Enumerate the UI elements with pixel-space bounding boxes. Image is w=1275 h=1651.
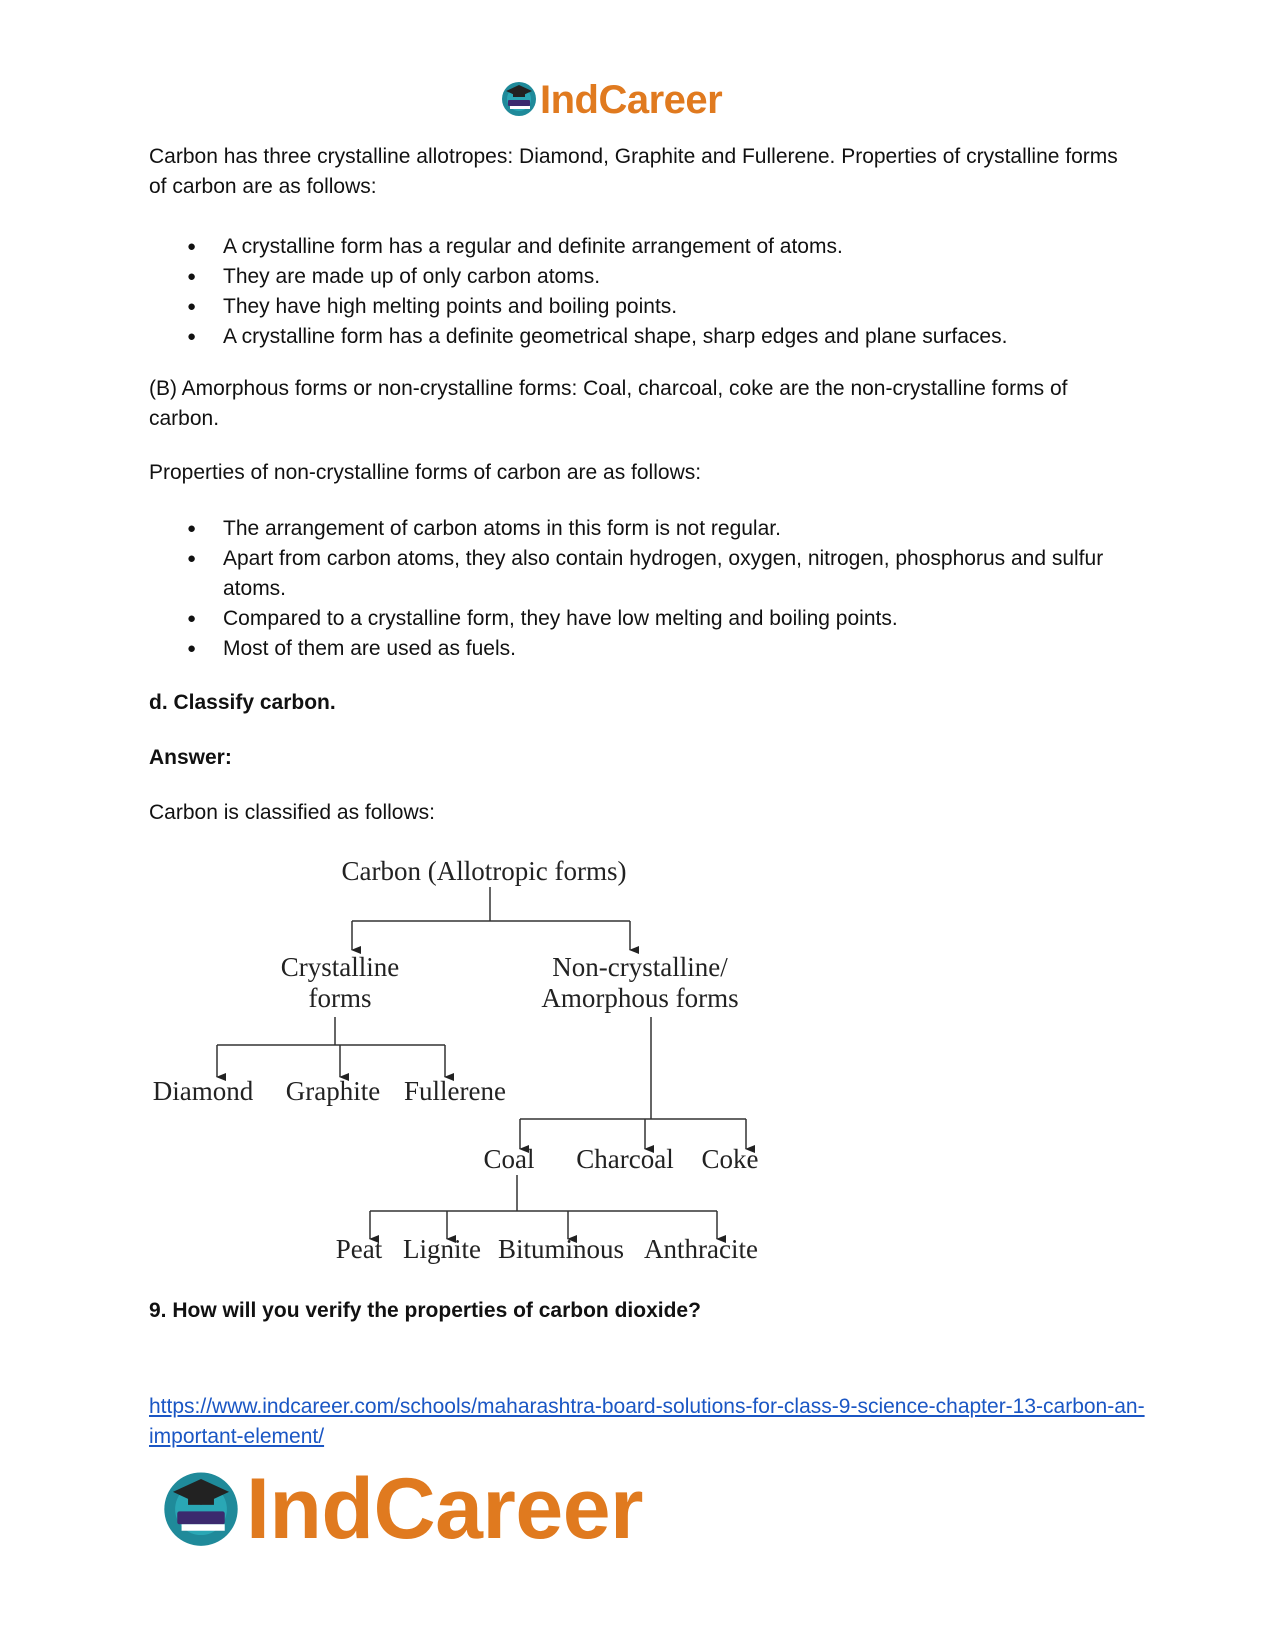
list-item: ● A crystalline form has a regular and definite arrangement of atoms. xyxy=(149,232,1129,262)
list-item: ● Most of them are used as fuels. xyxy=(149,634,1149,664)
footer-logo xyxy=(160,1460,643,1559)
node-noncrystalline-line2: Amorphous forms xyxy=(541,983,739,1013)
node-graphite: Graphite xyxy=(285,1076,381,1106)
node-anthracite: Anthracite xyxy=(644,1234,758,1264)
node-peat: Peat xyxy=(335,1234,383,1264)
node-bituminous: Bituminous xyxy=(497,1234,625,1264)
question-9-heading: 9. How will you verify the properties of carbon dioxide? xyxy=(149,1299,701,1322)
noncrystalline-properties-list xyxy=(149,514,1149,664)
node-coke: Coke xyxy=(701,1144,759,1174)
answer-label: Answer: xyxy=(149,746,232,769)
header-logo xyxy=(500,78,722,123)
node-diamond: Diamond xyxy=(152,1076,254,1106)
graduation-cap-globe-icon xyxy=(500,79,538,122)
graduation-cap-globe-icon xyxy=(160,1466,242,1553)
list-item: ● They have high melting points and boiling points. xyxy=(149,292,1129,322)
list-item: ● Apart from carbon atoms, they also contain hydrogen, oxygen, nitrogen, phosphorus and sulfur atoms. xyxy=(149,544,1149,604)
node-fullerene: Fullerene xyxy=(404,1076,506,1106)
amorphous-paragraph: (B) Amorphous forms or non-crystalline forms: Coal, charcoal, coke are the non-crystalline forms of carbon. xyxy=(149,377,1068,430)
noncrystalline-intro: Properties of non-crystalline forms of carbon are as follows: xyxy=(149,461,702,484)
carbon-classification-diagram xyxy=(140,855,800,1275)
node-crystalline-line1: Crystalline xyxy=(280,952,400,982)
source-link[interactable]: https://www.indcareer.com/schools/maharashtra-board-solutions-for-class-9-science-chapter-13-carbon-an-important-element/ xyxy=(149,1395,1145,1448)
logo-wordmark: IndCareer xyxy=(246,1461,643,1557)
node-noncrystalline-line1: Non-crystalline/ xyxy=(552,952,728,982)
question-d-heading: d. Classify carbon. xyxy=(149,691,336,714)
node-coal: Coal xyxy=(483,1144,535,1174)
list-item: ● They are made up of only carbon atoms. xyxy=(149,262,1129,292)
answer-intro: Carbon is classified as follows: xyxy=(149,801,435,824)
list-item: ● Compared to a crystalline form, they have low melting and boiling points. xyxy=(149,604,1149,634)
list-item: ● The arrangement of carbon atoms in this form is not regular. xyxy=(149,514,1149,544)
node-root: Carbon (Allotropic forms) xyxy=(341,856,627,886)
node-lignite: Lignite xyxy=(403,1234,481,1264)
node-crystalline-line2: forms xyxy=(308,983,372,1013)
logo-wordmark: IndCareer xyxy=(540,78,723,122)
crystalline-properties-list xyxy=(149,232,1129,352)
intro-paragraph: Carbon has three crystalline allotropes: Diamond, Graphite and Fullerene. Properties of crystalline forms of carbon are as follows: xyxy=(149,145,1118,198)
list-item: ● A crystalline form has a definite geometrical shape, sharp edges and plane surfaces. xyxy=(149,322,1129,352)
node-charcoal: Charcoal xyxy=(576,1144,674,1174)
